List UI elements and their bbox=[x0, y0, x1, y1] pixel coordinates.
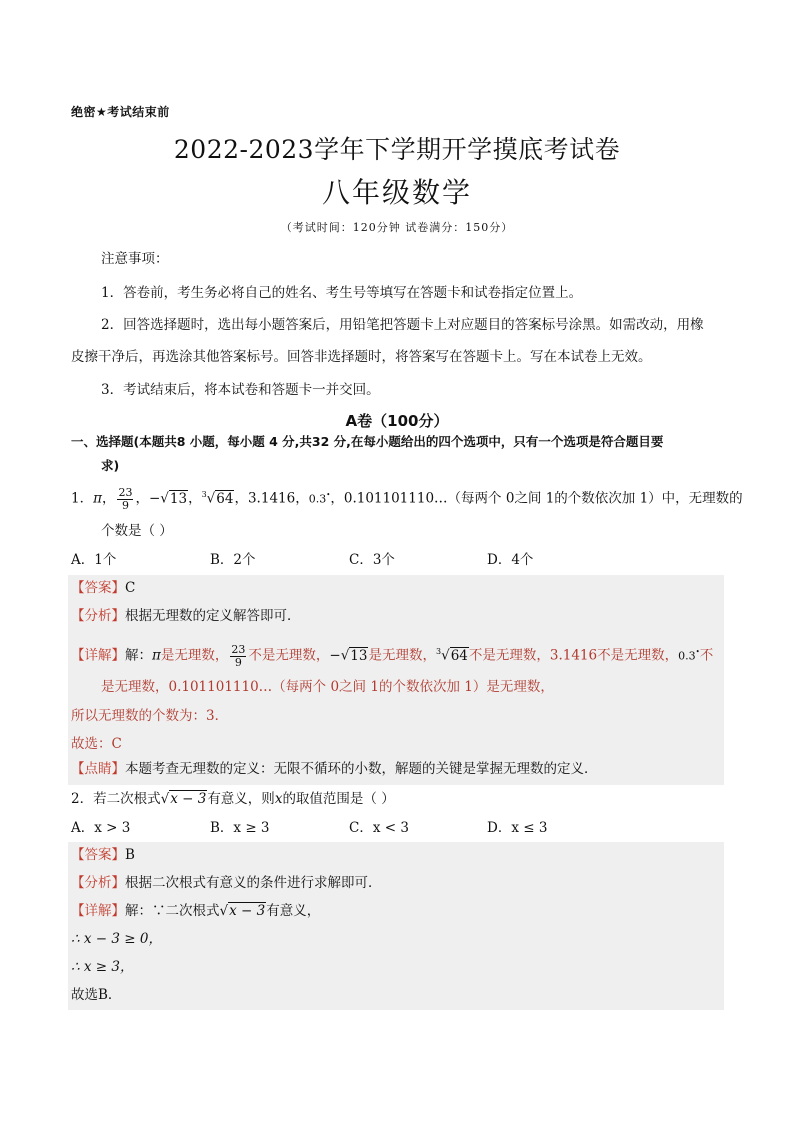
notice-heading: 注意事项： bbox=[101, 251, 169, 267]
option-d: D．4个 bbox=[487, 552, 534, 568]
step-3: 故选B． bbox=[71, 987, 122, 1003]
notice-item-2-cont: 皮擦干净后，再选涂其他答案标号。回答非选择题时，将答案写在答题卡上。写在本试卷上无效。 bbox=[71, 349, 652, 365]
detail-line-2: 是无理数，0.101101110…（每两个 0之间 1的个数依次加 1）是无理数， bbox=[101, 679, 554, 695]
section-a-title: A卷（100分） bbox=[345, 412, 449, 430]
option-c: C．3个 bbox=[349, 552, 395, 568]
question-2-stem: 2．若二次根式√x − 3有意义，则x的取值范围是（ ） bbox=[71, 791, 395, 807]
step-2: ∴ x ≥ 3， bbox=[71, 959, 134, 975]
confidential-label: 绝密★考试结束前 bbox=[71, 105, 170, 119]
step-1: ∴ x − 3 ≥ 0， bbox=[71, 931, 162, 947]
exam-info: （考试时间：120分钟 试卷满分：150分） bbox=[280, 221, 514, 234]
exam-title: 2022-2023学年下学期开学摸底考试卷 bbox=[173, 135, 621, 164]
option-a: A．1个 bbox=[71, 552, 117, 568]
question-number: 1． bbox=[71, 490, 94, 507]
detail-line-3: 所以无理数的个数为：3． bbox=[71, 708, 229, 724]
option-c: C．x < 3 bbox=[349, 820, 409, 836]
analysis-line: 【分析】根据无理数的定义解答即可． bbox=[71, 608, 301, 624]
notice-item-2: 2．回答选择题时，选出每小题答案后，用铅笔把答题卡上对应题目的答案标号涂黑。如需改动，用橡 bbox=[101, 317, 704, 333]
detail-line: 【详解】解：∵二次根式√x − 3有意义， bbox=[71, 903, 321, 919]
exam-subject: 八年级数学 bbox=[321, 176, 472, 209]
answer-box-q2 bbox=[68, 842, 724, 1010]
analysis-line: 【分析】根据二次根式有意义的条件进行求解即可． bbox=[71, 875, 382, 891]
notice-item-1: 1．答卷前，考生务必将自己的姓名、考生号等填写在答题卡和试卷指定位置上。 bbox=[101, 285, 583, 301]
fraction: $\frac{23}{9}$ bbox=[118, 485, 133, 512]
point-line: 【点睛】本题考查无理数的定义：无限不循环的小数，解题的关键是掌握无理数的定义． bbox=[71, 761, 598, 777]
option-b: B．2个 bbox=[210, 552, 256, 568]
question-1-stem: 1．π， $\frac{23}{9}$ ，−√13，$^3$√64，3.1416，0.3•，0.101101110…（每两个 0之间 1的个数依次加 1）中，无理数的 bbox=[71, 485, 743, 512]
question-1-stem-cont: 个数是（ ） bbox=[101, 523, 173, 539]
notice-item-3: 3．考试结束后，将本试卷和答题卡一并交回。 bbox=[101, 382, 380, 398]
part1-heading: 一、选择题(本题共8 小题，每小题 4 分,共32 分,在每小题给出的四个选项中，只有一个选项是符合题目要 bbox=[71, 434, 664, 449]
answer-line: 【答案】C bbox=[71, 580, 136, 596]
option-d: D．x ≤ 3 bbox=[487, 820, 548, 836]
option-a: A．x > 3 bbox=[71, 820, 131, 836]
part1-heading-cont: 求) bbox=[101, 458, 120, 473]
detail-line-4: 故选：C bbox=[71, 736, 122, 752]
option-b: B．x ≥ 3 bbox=[210, 820, 270, 836]
answer-line: 【答案】B bbox=[71, 847, 135, 863]
detail-line: 【详解】解：π是无理数， $\frac{23}{9}$ 不是无理数，−√13是无理数，$^3$√64不是无理数，3.1416不是无理数，0.3•不 bbox=[71, 642, 714, 669]
